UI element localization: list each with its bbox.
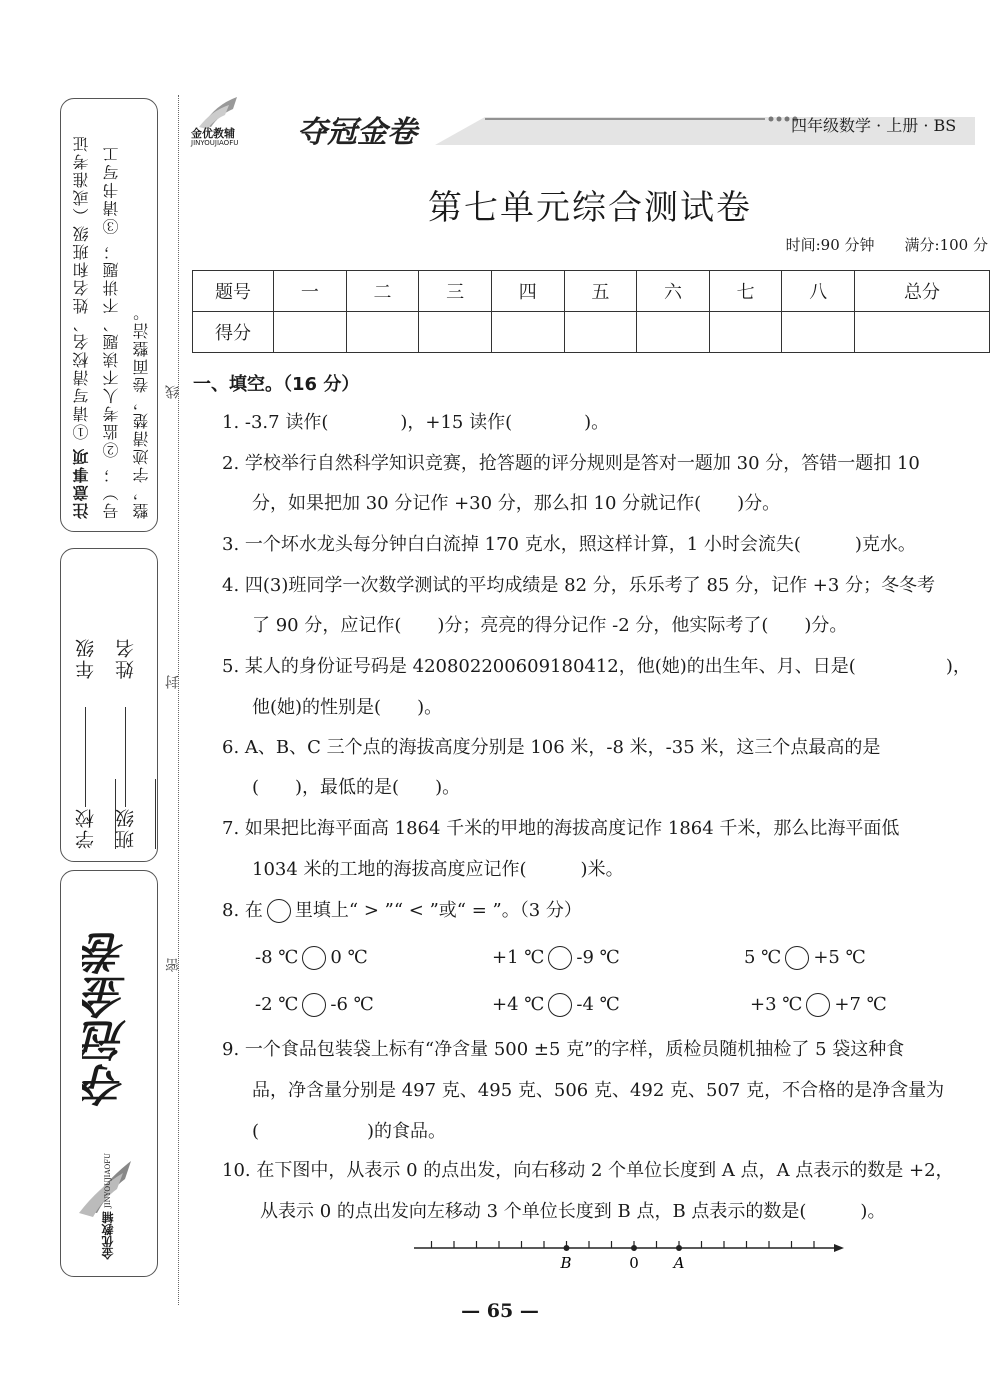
score-cell[interactable] bbox=[274, 312, 347, 353]
compare-1-circle[interactable] bbox=[302, 946, 326, 970]
student-info-box bbox=[60, 548, 158, 862]
section-1-text: 一、填空。（16 分） bbox=[193, 374, 360, 395]
question-2-line-1: 2. 学校举行自然科学知识竞赛，抢答题的评分规则是答对一题加 30 分，答错一题扣 10 bbox=[222, 453, 920, 474]
number-line-point-b bbox=[564, 1245, 570, 1251]
sidebar-logo-en: JINYOUJIAOFU bbox=[104, 1153, 112, 1208]
sidebar-brand: 夺冠金卷 bbox=[83, 931, 134, 1107]
field-school-blank[interactable] bbox=[86, 707, 87, 807]
compare-6-right: +7 ℃ bbox=[834, 994, 887, 1015]
th-6: 六 bbox=[637, 271, 710, 312]
score-row-label: 得分 bbox=[193, 312, 274, 353]
question-8-post: 里填上“ > ”“ < ”或“ = ”。（3 分） bbox=[294, 900, 582, 921]
compare-5-circle[interactable] bbox=[548, 993, 572, 1017]
score-table-score-row bbox=[193, 312, 990, 353]
number-line-point-0 bbox=[631, 1245, 637, 1251]
compare-6-left: +3 ℃ bbox=[750, 994, 803, 1015]
page-number: — 65 — bbox=[461, 1300, 539, 1322]
number-line-point-a bbox=[676, 1245, 682, 1251]
field-class-label: 班级 bbox=[115, 807, 137, 849]
score-table bbox=[192, 270, 990, 353]
question-4-line-2: 了 90 分，应记作( )分；亮亮的得分记作 -2 分，他实际考了( )分。 bbox=[252, 615, 848, 636]
compare-1-left: -8 ℃ bbox=[255, 947, 299, 968]
compare-6-circle[interactable] bbox=[806, 993, 830, 1017]
question-7-line-1: 7. 如果把比海平面高 1864 千米的甲地的海拔高度记作 1864 千米，那么比海平面低 bbox=[222, 818, 900, 839]
question-4-line-1: 4. 四(3)班同学一次数学测试的平均成绩是 82 分，乐乐考了 85 分，记作 +3 分；冬冬考 bbox=[222, 575, 936, 596]
compare-4-left: -2 ℃ bbox=[255, 994, 299, 1015]
score-table-header-row bbox=[193, 271, 990, 312]
score-cell[interactable] bbox=[709, 312, 782, 353]
question-9-line-1: 9. 一个食品包装袋上标有“净含量 500 ±5 克”的字样，质检员随机抽检了 5 袋这种食 bbox=[222, 1039, 905, 1060]
score-cell[interactable] bbox=[491, 312, 564, 353]
score-cell[interactable] bbox=[855, 312, 990, 353]
question-5-line-2: 他(她)的性别是( )。 bbox=[252, 697, 443, 718]
score-cell[interactable] bbox=[637, 312, 710, 353]
field-school-label: 学校 bbox=[75, 807, 97, 849]
cut-label-line: 线 bbox=[165, 385, 181, 399]
score-cell[interactable] bbox=[419, 312, 492, 353]
question-6-line-1: 6. A、B、C 三个点的海拔高度分别是 106 米，-8 米，-35 米，这三个点最高的是 bbox=[222, 737, 881, 758]
th-3: 三 bbox=[419, 271, 492, 312]
notice-item-3: ③请书写工整，字迹清楚，卷面整洁。 bbox=[102, 144, 151, 519]
compare-4-circle[interactable] bbox=[302, 993, 326, 1017]
notice-item-1: ①请写清校名、姓名和班级（或准考证号）； bbox=[72, 133, 121, 519]
time-info: 时间:90 分钟 满分:100 分 bbox=[785, 236, 988, 254]
compare-3-right: +5 ℃ bbox=[813, 947, 866, 968]
header-brand: 夺冠金卷 bbox=[297, 115, 417, 150]
compare-4 bbox=[255, 993, 374, 1017]
question-1: 1. -3.7 读作( )，+15 读作( )。 bbox=[222, 412, 610, 433]
notice-text bbox=[67, 109, 157, 519]
notice-box bbox=[60, 98, 158, 532]
question-3: 3. 一个坏水龙头每分钟白白流掉 170 克水，照这样计算，1 小时会流失( )克水。 bbox=[222, 534, 916, 555]
sidebar-logo-text bbox=[101, 1153, 115, 1260]
cut-line bbox=[178, 95, 179, 1305]
section-1-heading bbox=[193, 370, 359, 396]
question-7-line-2: 1034 米的工地的海拔高度应记作( )米。 bbox=[252, 859, 624, 880]
score-cell[interactable] bbox=[346, 312, 419, 353]
compare-3-circle[interactable] bbox=[785, 946, 809, 970]
number-line-label-b: B bbox=[560, 1254, 572, 1272]
header-grade: 四年级数学 · 上册 · BS bbox=[791, 116, 957, 135]
field-name-blank[interactable] bbox=[156, 779, 157, 849]
number-line-label-a: A bbox=[673, 1254, 685, 1272]
field-class-blank[interactable] bbox=[126, 707, 127, 807]
th-label: 题号 bbox=[193, 271, 274, 312]
score-cell[interactable] bbox=[782, 312, 855, 353]
question-10-line-1: 10. 在下图中，从表示 0 的点出发，向右移动 2 个单位长度到 A 点，A 点表示的数是 +2， bbox=[222, 1160, 954, 1181]
field-name-label: 姓名 bbox=[115, 636, 137, 679]
sidebar-logo-cn: 金优教辅 bbox=[101, 1211, 115, 1260]
th-total: 总分 bbox=[855, 271, 990, 312]
th-8: 八 bbox=[782, 271, 855, 312]
compare-1-right: 0 ℃ bbox=[330, 947, 368, 968]
score-cell[interactable] bbox=[564, 312, 637, 353]
compare-6 bbox=[750, 993, 887, 1017]
arrow-right-icon bbox=[834, 1244, 844, 1252]
question-9-line-2: 品，净含量分别是 497 克、495 克、506 克、492 克、507 克，不合格的是净含量为 bbox=[252, 1080, 945, 1101]
number-line-label-0: 0 bbox=[629, 1254, 639, 1272]
page-title: 第七单元综合测试卷 bbox=[428, 188, 752, 228]
notice-item-2: ②监考人不读题、不讲题； bbox=[102, 241, 121, 458]
th-2: 二 bbox=[346, 271, 419, 312]
compare-2 bbox=[492, 946, 620, 970]
brand-box bbox=[60, 870, 158, 1277]
compare-5 bbox=[492, 993, 620, 1017]
question-8-pre: 8. 在 bbox=[222, 900, 263, 921]
circle-icon bbox=[267, 899, 291, 923]
question-6-line-2: ( )，最低的是( )。 bbox=[252, 777, 461, 798]
info-col-2 bbox=[111, 569, 171, 849]
cut-label-seal: 封 bbox=[165, 675, 181, 689]
th-7: 七 bbox=[709, 271, 782, 312]
header-logo-en: JINYOUJIAOFU bbox=[191, 139, 239, 147]
compare-3-left: 5 ℃ bbox=[744, 947, 782, 968]
compare-5-right: -4 ℃ bbox=[576, 994, 620, 1015]
compare-2-circle[interactable] bbox=[548, 946, 572, 970]
compare-2-left: +1 ℃ bbox=[492, 947, 545, 968]
field-grade-label: 年级 bbox=[75, 636, 97, 679]
cut-label-close: 密 bbox=[165, 958, 181, 972]
header-band bbox=[185, 95, 975, 151]
compare-4-right: -6 ℃ bbox=[330, 994, 374, 1015]
compare-2-right: -9 ℃ bbox=[576, 947, 620, 968]
header-logo-icon bbox=[197, 95, 243, 129]
th-1: 一 bbox=[274, 271, 347, 312]
th-5: 五 bbox=[564, 271, 637, 312]
question-5-line-1: 5. 某人的身份证号码是 420802200609180412，他(她)的出生年、月、日是( )， bbox=[222, 656, 971, 677]
question-10-line-2: 从表示 0 的点出发向左移动 3 个单位长度到 B 点，B 点表示的数是( )。 bbox=[260, 1201, 886, 1222]
question-2-line-2: 分，如果把加 30 分记作 +30 分，那么扣 10 分就记作( )分。 bbox=[252, 493, 781, 514]
number-line-ticks bbox=[414, 1241, 844, 1252]
th-4: 四 bbox=[491, 271, 564, 312]
compare-5-left: +4 ℃ bbox=[492, 994, 545, 1015]
compare-3 bbox=[744, 946, 866, 970]
notice-heading: 注意事项 bbox=[72, 447, 91, 519]
question-8 bbox=[222, 899, 582, 923]
question-9-line-3: ( )的食品。 bbox=[252, 1121, 447, 1142]
compare-1 bbox=[255, 946, 368, 970]
number-line bbox=[410, 1236, 850, 1276]
header-logo-cn: 金优教辅 bbox=[191, 127, 235, 140]
